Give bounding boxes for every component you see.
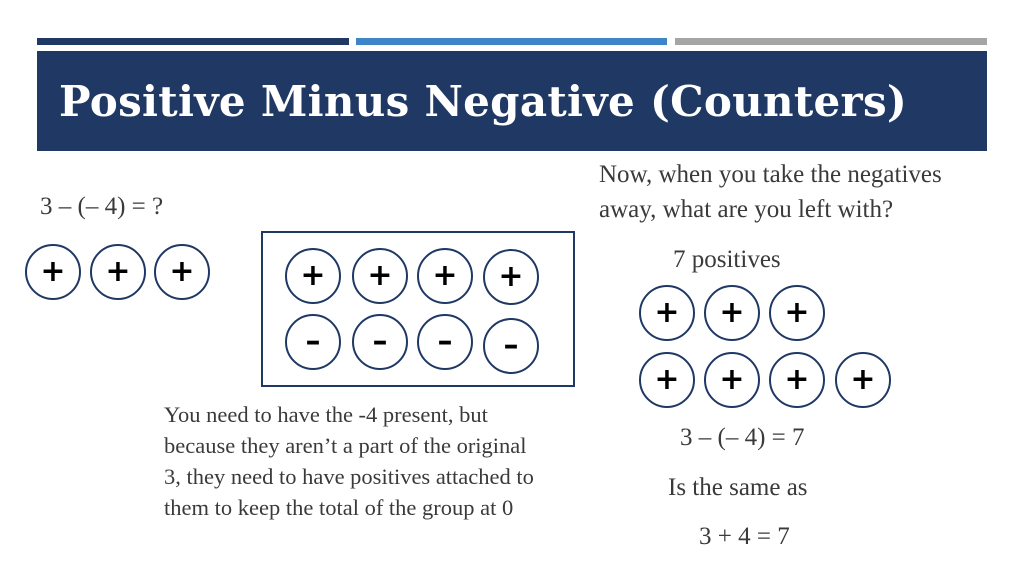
problem-equation: 3 – (– 4) = ? (40, 193, 164, 220)
same-as-label: Is the same as (668, 474, 808, 501)
positive-counter: + (769, 352, 825, 408)
positive-counter: + (639, 285, 695, 341)
negative-counter: – (417, 314, 473, 370)
negative-counter: – (285, 314, 341, 370)
positive-counter: + (704, 285, 760, 341)
positive-counter: + (835, 352, 891, 408)
accent-bar-blue (356, 38, 667, 45)
title-band (37, 51, 987, 151)
negative-counter: – (352, 314, 408, 370)
positive-counter: + (769, 285, 825, 341)
positive-counter: + (90, 244, 146, 300)
slide-title: Positive Minus Negative (Counters) (59, 77, 908, 126)
question-line: away, what are you left with? (599, 196, 894, 223)
equivalent-equation: 3 + 4 = 7 (699, 523, 790, 550)
positive-counter: + (483, 249, 539, 305)
positive-counter: + (154, 244, 210, 300)
positive-counter: + (25, 244, 81, 300)
explanation-line: because they aren’t a part of the original (164, 433, 527, 458)
result-equation: 3 – (– 4) = 7 (680, 424, 805, 451)
explanation-line: them to keep the total of the group at 0 (164, 495, 514, 520)
positive-counter: + (639, 352, 695, 408)
negative-counter: – (483, 318, 539, 374)
question-line: Now, when you take the negatives (599, 161, 942, 188)
positive-counter: + (352, 248, 408, 304)
explanation-line: You need to have the -4 present, but (164, 402, 488, 427)
explanation-line: 3, they need to have positives attached to (164, 464, 534, 489)
positive-counter: + (704, 352, 760, 408)
answer-label: 7 positives (673, 246, 781, 273)
positive-counter: + (417, 248, 473, 304)
accent-bar-gray (675, 38, 987, 45)
positive-counter: + (285, 248, 341, 304)
accent-bar-navy (37, 38, 349, 45)
